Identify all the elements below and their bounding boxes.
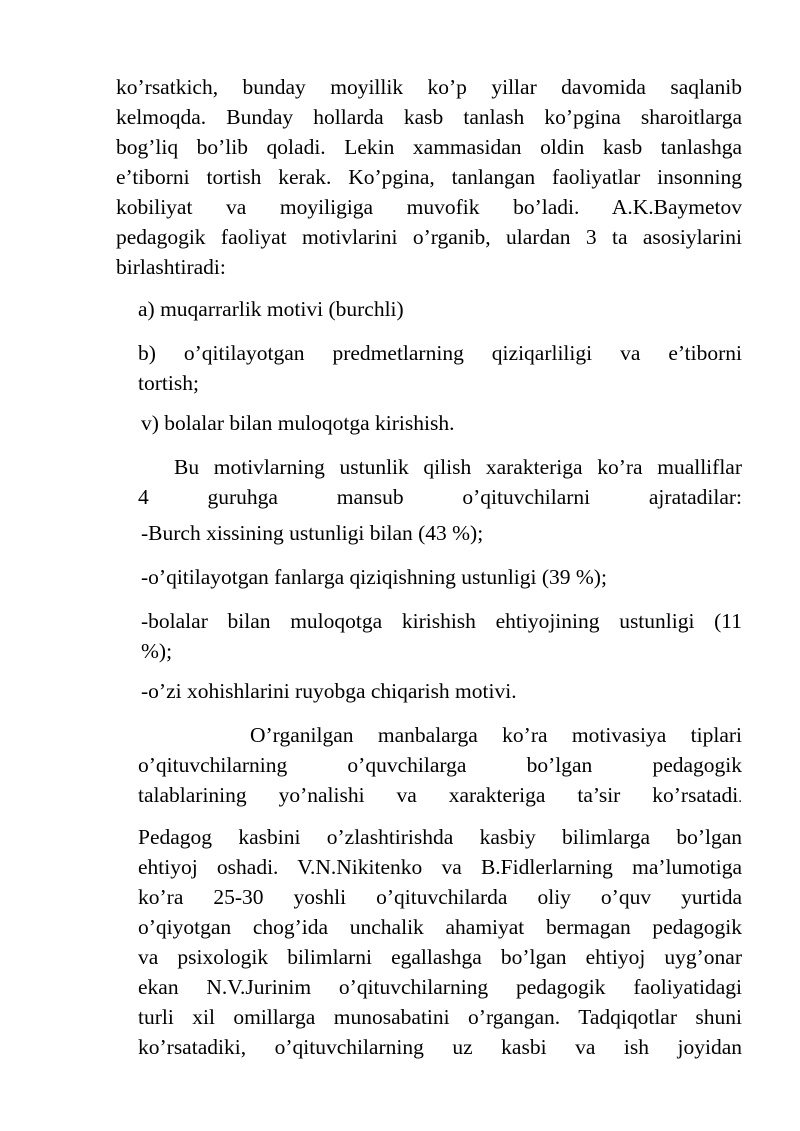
list-item-a (138, 294, 742, 324)
paragraph-professional-knowledge (138, 822, 742, 1062)
dash-item-text: -Burch xissining ustunligi bilan (43 %); (141, 521, 484, 545)
text-line: ko’ra 25-30 yoshli o’qituvchilarda oliy o’quv yurtida (138, 885, 742, 909)
text-line: ko’rsatkich, bunday moyillik ko’p yillar davomida saqlanib (116, 75, 742, 99)
dash-item-text: -bolalar bilan muloqotga kirishish ehtiyojining ustunligi (11 (141, 609, 742, 633)
text-line: bog’liq bo’lib qoladi. Lekin xammasidan oldin kasb tanlashga (116, 135, 742, 159)
list-item-text: b) o’qitilayotgan predmetlarning qiziqarliligi va e’tiborni (138, 341, 742, 365)
text-line: pedagogik faoliyat motivlarini o’rganib, ulardan 3 ta asosiylarini (116, 225, 742, 249)
text-line: kelmoqda. Bunday hollarda kasb tanlash ko’pgina sharoitlarga (116, 105, 742, 129)
list-item-text: tortish; (138, 371, 199, 395)
text-line: Bu motivlarning ustunlik qilish xarakteriga ko’ra mualliflar (174, 455, 742, 479)
text-line: ekan N.V.Jurinim o’qituvchilarning pedagogik faoliyatidagi (138, 975, 742, 999)
text-line: 4 guruhga mansub o’qituvchilarni ajratadilar: (138, 485, 742, 509)
text-line: ehtiyoj oshadi. V.N.Nikitenko va B.Fidlerlarning ma’lumotiga (138, 855, 742, 879)
dash-item-self-realization (141, 676, 741, 706)
list-item-b (138, 338, 742, 398)
dash-item-subject-interest (141, 562, 741, 592)
dash-item-text: -o’qitilayotgan fanlarga qiziqishning ustunligi (39 %); (141, 565, 607, 589)
text-fragment: talablarining yo’nalishi va xarakteriga ta’sir ko’rsatadi (138, 783, 739, 807)
text-line-last (138, 780, 742, 810)
sentence-period: . (738, 790, 742, 806)
text-line: birlashtiradi: (116, 255, 226, 279)
dash-item-duty (141, 518, 741, 548)
text-line: o’qituvchilarning o’quvchilarga bo’lgan pedagogik (138, 753, 742, 777)
list-item-text: a) muqarrarlik motivi (burchli) (138, 297, 404, 321)
text-line: va psixologik bilimlarni egallashga bo’lgan ehtiyoj uyg’onar (138, 945, 742, 969)
text-line: O’rganilgan manbalarga ko’ra motivasiya tiplari (250, 723, 742, 747)
text-line: e’tiborni tortish kerak. Ko’pgina, tanlangan faoliyatlar insonning (116, 165, 742, 189)
text-line: o’qiyotgan chog’ida unchalik ahamiyat bermagan pedagogik (138, 915, 742, 939)
dash-item-text: -o’zi xohishlarini ruyobga chiqarish motivi. (141, 679, 517, 703)
paragraph-motive-intro (116, 72, 742, 282)
text-line: Pedagog kasbini o’zlashtirishda kasbiy bilimlarga bo’lgan (138, 825, 742, 849)
text-line: turli xil omillarga munosabatini o’rgangan. Tadqiqotlar shuni (138, 1005, 742, 1029)
dash-item-communication (141, 606, 742, 666)
text-line: ko’rsatadiki, o’qituvchilarning uz kasbi va ish joyidan (138, 1035, 742, 1059)
paragraph-groups (138, 452, 742, 512)
text-line: kobiliyat va moyiligiga muvofik bo’ladi. A.K.Baymetov (116, 195, 742, 219)
list-item-v (141, 408, 741, 438)
list-item-text: v) bolalar bilan muloqotga kirishish. (141, 411, 455, 435)
paragraph-motivation-types (138, 720, 742, 810)
dash-item-text: %); (141, 639, 173, 663)
